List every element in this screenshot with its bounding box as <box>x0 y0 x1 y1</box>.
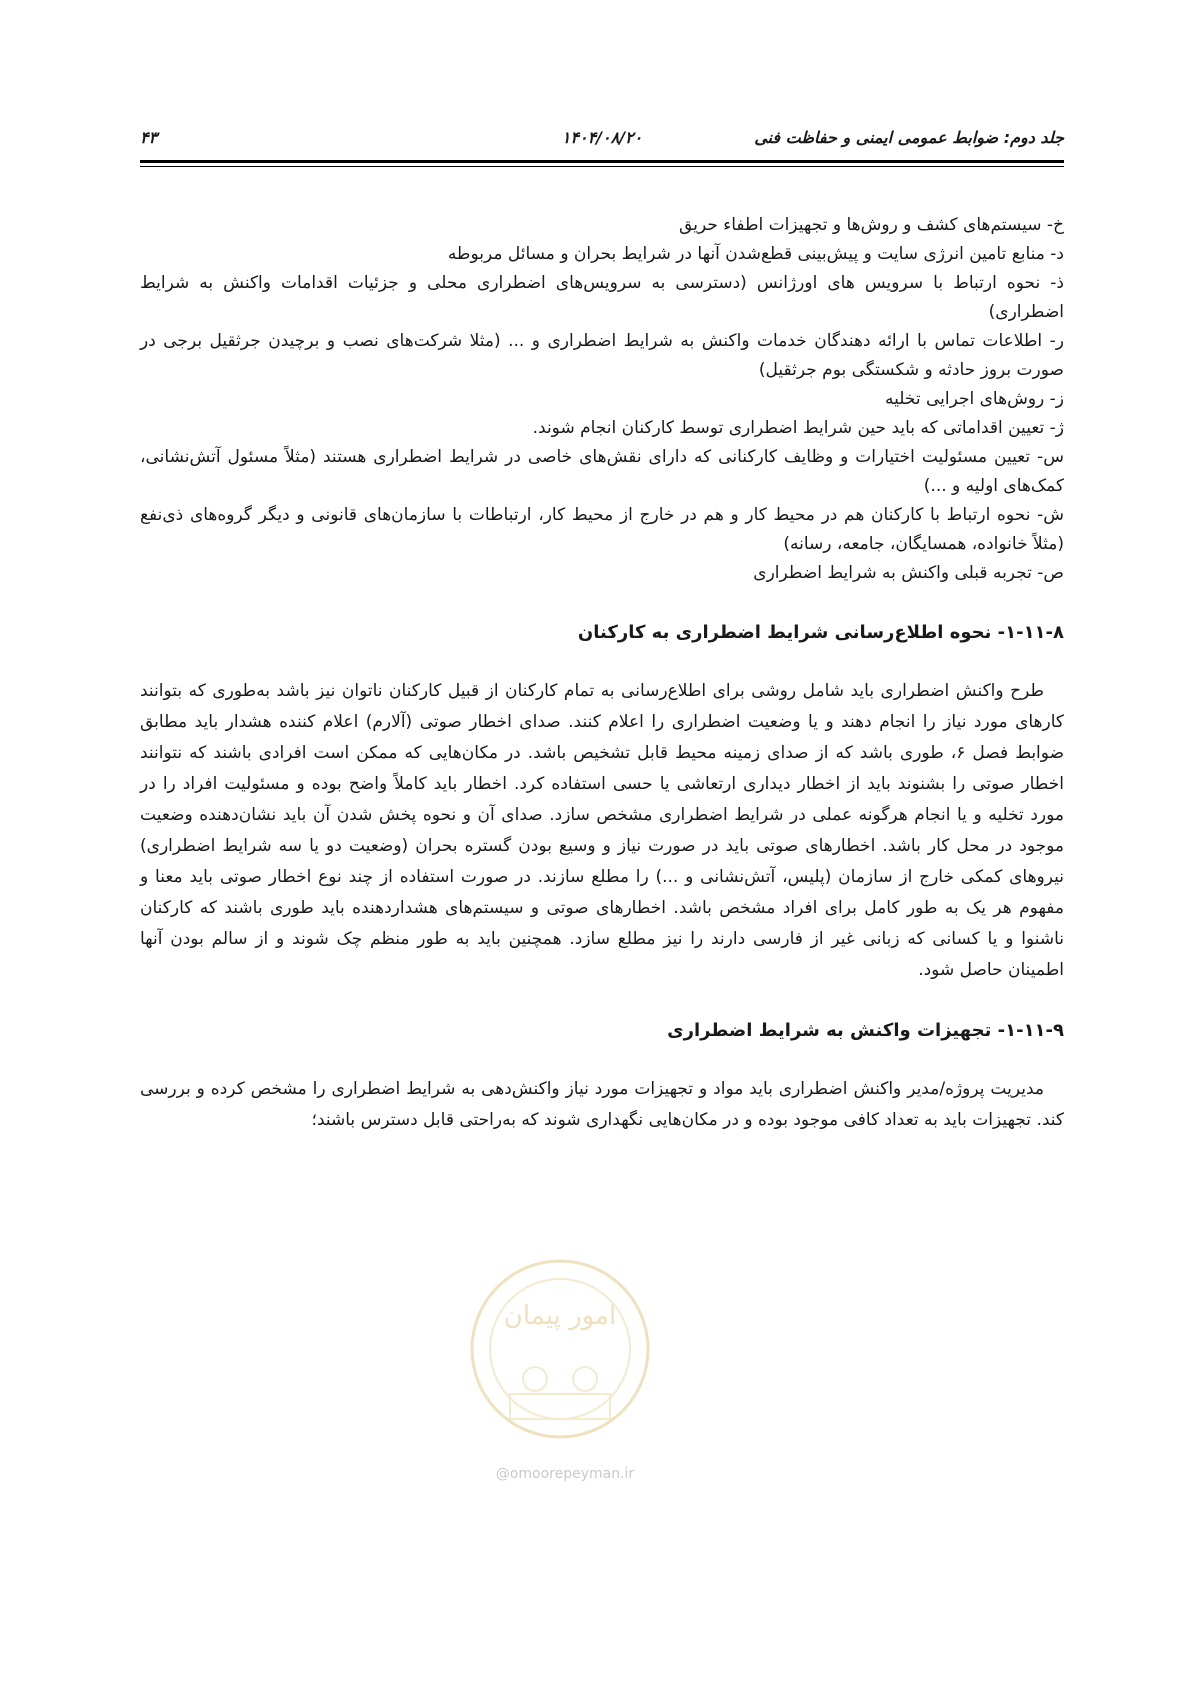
header-rule-thick <box>140 160 1064 163</box>
section-heading-notification: ۱-۱۱-۸- نحوه اطلاع‌رسانی شرایط اضطراری به کارکنان <box>577 622 1064 643</box>
section-heading-equipment: ۱-۱۱-۹- تجهیزات واکنش به شرایط اضطراری <box>667 1020 1064 1041</box>
page-number: ۴۳ <box>140 128 158 147</box>
list-item: س- تعیین مسئولیت اختیارات و وظایف کارکنانی که دارای نقش‌های خاصی در شرایط اضطراری هستند (مثلاً مسئول آتش‌نشانی، کمک‌های اولیه و ...) <box>140 447 1064 496</box>
list-item: ز- روش‌های اجرایی تخلیه <box>885 389 1064 409</box>
list-item: ذ- نحوه ارتباط با سرویس های اورژانس (دسترسی به سرویس‌های اضطراری محلی و جزئیات اقدامات واکنش به شرایط اضطراری) <box>140 273 1064 322</box>
list-item: خ- سیستم‌های کشف و روش‌ها و تجهیزات اطفاء حریق <box>679 215 1064 235</box>
page-header <box>140 128 1064 152</box>
watermark-logo-text: امور پیمان <box>503 1301 617 1331</box>
watermark-logo <box>465 1254 655 1444</box>
requirements-list <box>140 211 1064 588</box>
list-item: د- منابع تامین انرژی سایت و پیش‌بینی قطع‌شدن آنها در شرایط بحران و مسائل مربوطه <box>447 244 1064 264</box>
book-title: جلد دوم: ضوابط عمومی ایمنی و حفاظت فنی <box>754 128 1064 147</box>
section-paragraph-notification: طرح واکنش اضطراری باید شامل روشی برای اطلاع‌رسانی به تمام کارکنان از قبیل کارکنان ناتوان نیز باشد به‌طوری که بتوانند کارهای مورد نیاز را انجام دهند و یا وضعیت اضطراری را اعلام کنند. صدای اخطار صوتی (آلارم) اعلام کننده هشدار باید مطابق ضوابط فصل ۶، طوری باشد که از صدای زمینه محیط قابل تشخیص باشد. در مکان‌هایی که ممکن است افرادی باشند که نتوانند اخطار صوتی را بشنوند باید از اخطار دیداری ارتعاشی یا حسی استفاده کرد. اخطار باید کاملاً واضح بوده و مسئولیت افراد را در مورد تخلیه و یا انجام هرگونه عملی در شرایط اضطراری مشخص سازد. صدای آن و نحوه پخش شدن آن باید نشان‌دهنده وضعیت موجود در محل کار باشد. اخطارهای صوتی باید در صورت نیاز و وسیع بودن گستره بحران (وضعیت دو یا سه شرایط اضطراری) نیروهای کمکی خارج از سازمان (پلیس، آتش‌نشانی و ...) را مطلع سازند. در صورت استفاده از چند نوع اخطار صوتی باید معنا و مفهوم هر یک به طور کامل برای افراد مشخص باشد. اخطارهای صوتی و سیستم‌های هشداردهنده باید طوری باشند که کارکنان ناشنوا و یا کسانی که زبانی غیر از فارسی دارند را نیز مطلع سازد. همچنین باید به طور منظم چک شوند و از سالم بودن آنها اطمینان حاصل شود. <box>140 681 1064 980</box>
watermark-url: @omoorepeyman.ir <box>495 1466 635 1482</box>
header-rule-thin <box>140 166 1064 167</box>
list-item: ص- تجربه قبلی واکنش به شرایط اضطراری <box>753 563 1064 583</box>
list-item: ژ- تعیین اقداماتی که باید حین شرایط اضطراری توسط کارکنان انجام شوند. <box>532 418 1064 438</box>
header-date: ۱۴۰۴/۰۸/۲۰ <box>561 128 643 147</box>
list-item: ش- نحوه ارتباط با کارکنان هم در محیط کار و هم در خارج از محیط کار، ارتباطات با سازمان‌های قانونی و دیگر گروه‌های ذی‌نفع (مثلاً خانواده، همسایگان، جامعه، رسانه) <box>140 505 1064 554</box>
list-item: ر- اطلاعات تماس با ارائه دهندگان خدمات واکنش به شرایط اضطراری و ... (مثلا شرکت‌های نصب و برچیدن جرثقیل برجی در صورت بروز حادثه و شکستگی بوم جرثقیل) <box>140 331 1064 380</box>
document-body <box>140 211 1064 1136</box>
section-paragraph-equipment: مدیریت پروژه/مدیر واکنش اضطراری باید مواد و تجهیزات مورد نیاز واکنش‌دهی به شرایط اضطراری را مشخص کرده و بررسی کند. تجهیزات باید به تعداد کافی موجود بوده و در مکان‌هایی نگهداری شوند که به‌راحتی قابل دسترس باشند؛ <box>140 1079 1064 1130</box>
